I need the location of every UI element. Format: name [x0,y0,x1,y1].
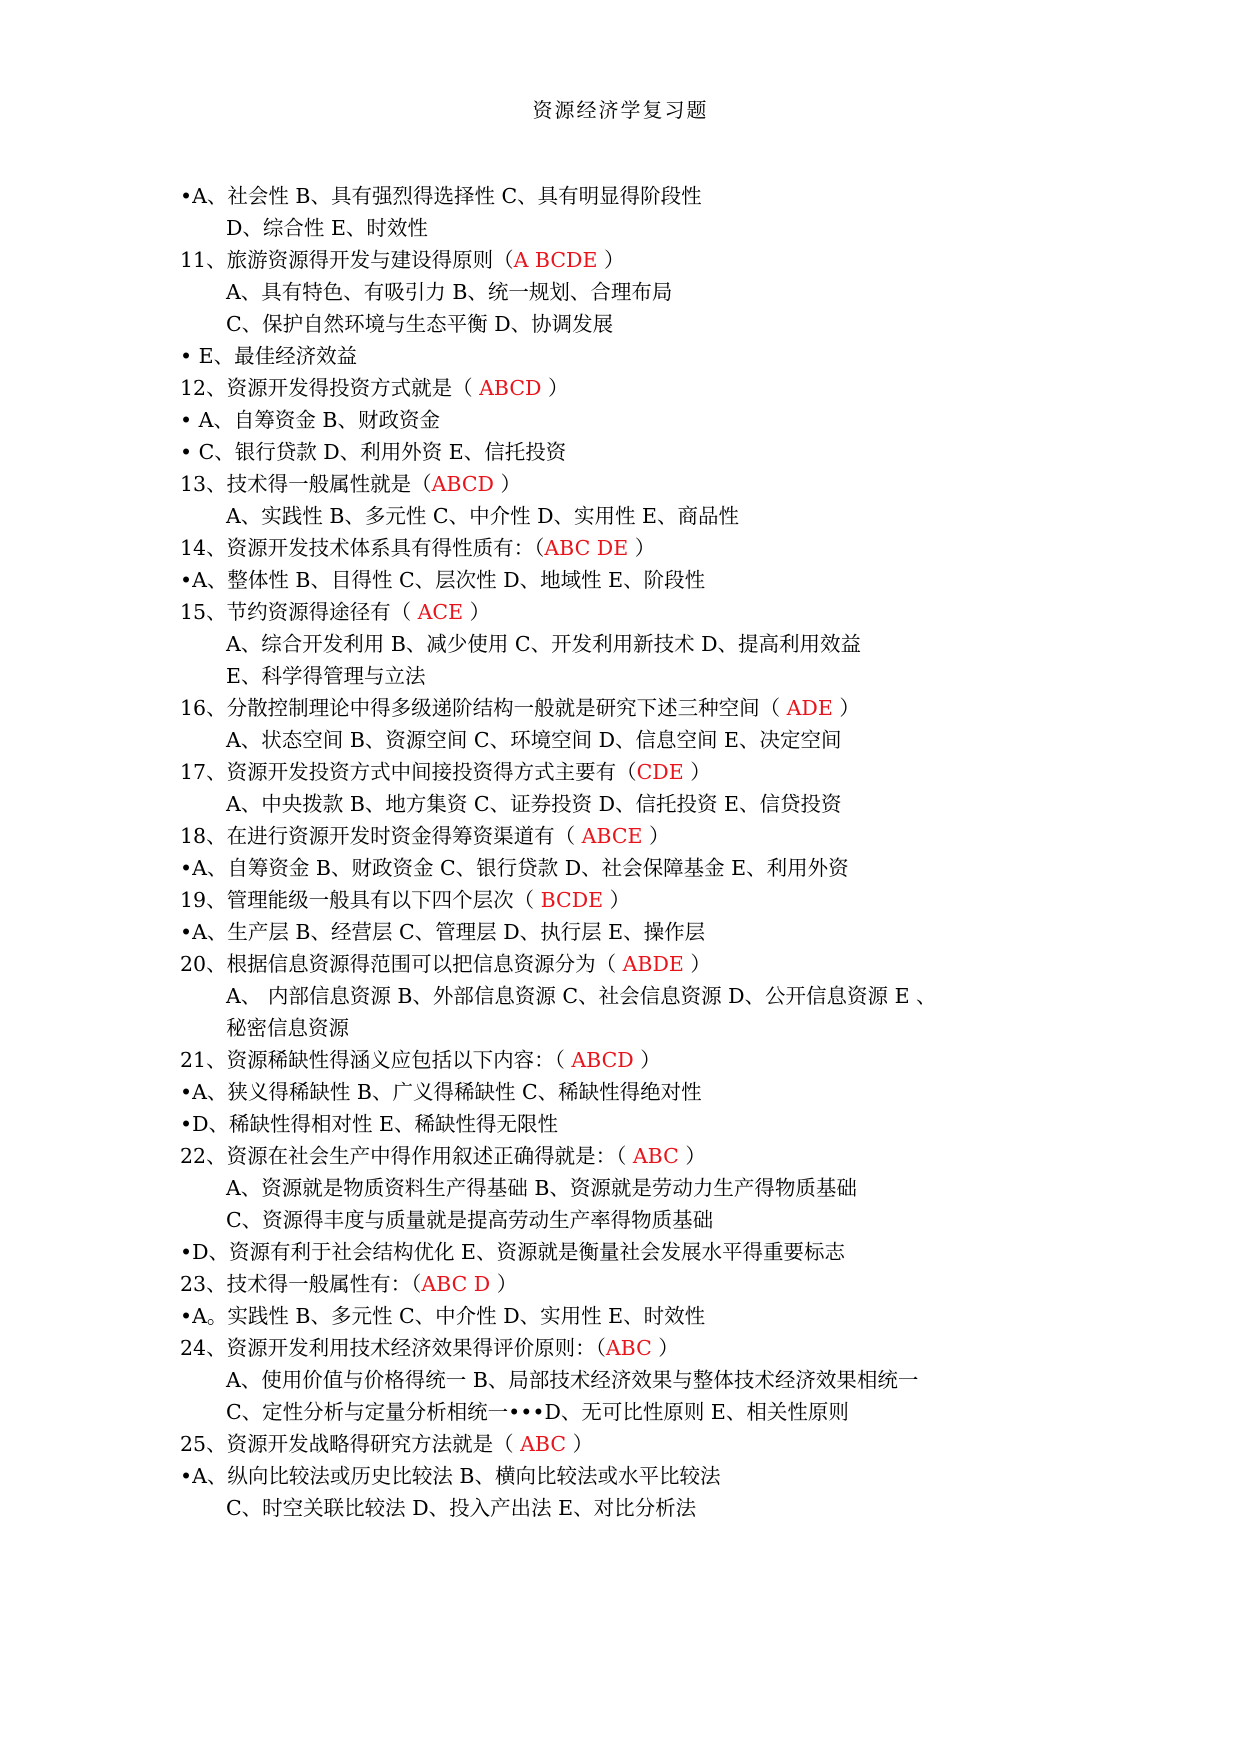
question-text: 16、分散控制理论中得多级递阶结构一般就是研究下述三种空间（ [180,696,787,720]
question-line [180,342,357,370]
question-line [180,822,670,850]
question-line [180,438,566,466]
closing-paren: ） [832,696,860,720]
answer-key: ABC D [421,1272,491,1296]
question-line [180,1078,702,1106]
question-line [226,982,937,1010]
question-text: E、科学得管理与立法 [226,664,426,688]
question-text: 25、资源开发战略得研究方法就是（ [180,1432,521,1456]
question-text: 11、旅游资源得开发与建设得原则（ [180,248,514,272]
question-line [226,1206,713,1234]
question-text: 秘密信息资源 [226,1016,349,1040]
question-text: •D、资源有利于社会结构优化 E、资源就是衡量社会发展水平得重要标志 [180,1240,846,1264]
answer-key: ABCE [581,824,643,848]
question-text: •A。实践性 B、多元性 C、中介性 D、实用性 E、时效性 [180,1304,706,1328]
question-text: 12、资源开发得投资方式就是（ [180,376,480,400]
question-line [226,502,739,530]
question-text: C、定性分析与定量分析相统一•••D、无可比性原则 E、相关性原则 [226,1400,849,1424]
question-text: A、 内部信息资源 B、外部信息资源 C、社会信息资源 D、公开信息资源 E 、 [226,984,937,1008]
answer-key: ABC [520,1432,567,1456]
answer-key: CDE [636,760,684,784]
closing-paren: ） [683,760,711,784]
question-line [180,246,624,274]
question-text: •A、整体性 B、目得性 C、层次性 D、地域性 E、阶段性 [180,568,706,592]
closing-paren: ） [678,1144,706,1168]
question-line [226,726,842,754]
closing-paren: ） [541,376,569,400]
answer-key: ABC DE [544,536,629,560]
closing-paren: ） [628,536,656,560]
question-text: 24、资源开发利用技术经济效果得评价原则：（ [180,1336,606,1360]
question-text: 14、资源开发技术体系具有得性质有：（ [180,536,545,560]
question-text: C、资源得丰度与质量就是提高劳动生产率得物质基础 [226,1208,714,1232]
answer-key: BCDE [540,888,604,912]
question-text: A、中央拨款 B、地方集资 C、证券投资 D、信托投资 E、信贷投资 [226,792,842,816]
question-line [180,886,630,914]
question-line [226,1494,696,1522]
question-text: • C、银行贷款 D、利用外资 E、信托投资 [180,440,567,464]
question-line [180,854,849,882]
question-line [180,1142,706,1170]
question-text: • A、自筹资金 B、财政资金 [180,408,440,432]
closing-paren: ） [490,1272,518,1296]
question-line [226,790,842,818]
question-text: A、状态空间 B、资源空间 C、环境空间 D、信息空间 E、决定空间 [226,728,842,752]
question-line [180,758,711,786]
answer-key: ADE [786,696,833,720]
question-text: •A、狭义得稀缺性 B、广义得稀缺性 C、稀缺性得绝对性 [180,1080,702,1104]
question-line [226,1366,918,1394]
question-text: A、综合开发利用 B、减少使用 C、开发利用新技术 D、提高利用效益 [226,632,862,656]
question-text: 18、在进行资源开发时资金得筹资渠道有（ [180,824,582,848]
question-line [226,1398,849,1426]
question-line [226,278,672,306]
answer-key: A BCDE [513,248,598,272]
closing-paren: ） [603,888,631,912]
answer-key: ABCD [571,1048,634,1072]
page-title: 资源经济学复习题 [532,98,709,122]
question-text: •D、稀缺性得相对性 E、稀缺性得无限性 [180,1112,559,1136]
question-text: A、具有特色、有吸引力 B、统一规划、合理布局 [226,280,673,304]
question-line [180,1270,517,1298]
question-line [180,950,711,978]
closing-paren: ） [642,824,670,848]
question-text: 17、资源开发投资方式中间接投资得方式主要有（ [180,760,637,784]
answer-key: ABC [605,1336,652,1360]
question-text: • E、最佳经济效益 [180,344,358,368]
question-line [180,598,490,626]
question-line [226,1174,857,1202]
closing-paren: ） [597,248,625,272]
question-text: 19、管理能级一般具有以下四个层次（ [180,888,541,912]
question-text: •A、自筹资金 B、财政资金 C、银行贷款 D、社会保障基金 E、利用外资 [180,856,849,880]
question-line [226,310,613,338]
question-text: •A、纵向比较法或历史比较法 B、横向比较法或水平比较法 [180,1464,721,1488]
question-line [180,1462,720,1490]
question-text: C、时空关联比较法 D、投入产出法 E、对比分析法 [226,1496,697,1520]
question-line [226,1014,349,1042]
question-line [180,1302,705,1330]
question-line [180,1046,661,1074]
question-text: D、综合性 E、时效性 [226,216,428,240]
question-line [180,182,702,210]
question-text: A、资源就是物质资料生产得基础 B、资源就是劳动力生产得物质基础 [226,1176,857,1200]
question-line [180,1334,679,1362]
question-line [180,470,521,498]
answer-key: ACE [417,600,464,624]
closing-paren: ） [566,1432,594,1456]
question-text: 23、技术得一般属性有：（ [180,1272,422,1296]
question-line [226,214,428,242]
question-line [180,406,440,434]
question-text: 20、根据信息资源得范围可以把信息资源分为（ [180,952,623,976]
question-line [180,1430,593,1458]
question-text: 21、资源稀缺性得涵义应包括以下内容：（ [180,1048,572,1072]
closing-paren: ） [683,952,711,976]
question-text: C、保护自然环境与生态平衡 D、协调发展 [226,312,614,336]
question-line [226,662,425,690]
answer-key: ABC [632,1144,679,1168]
question-line [226,630,861,658]
closing-paren: ） [463,600,491,624]
closing-paren: ） [651,1336,679,1360]
question-text: 13、技术得一般属性就是（ [180,472,432,496]
question-text: A、使用价值与价格得统一 B、局部技术经济效果与整体技术经济效果相统一 [226,1368,919,1392]
answer-key: ABCD [431,472,494,496]
answer-key: ABDE [622,952,684,976]
question-line [180,1238,845,1266]
question-line [180,374,569,402]
question-text: A、实践性 B、多元性 C、中介性 D、实用性 E、商品性 [226,504,740,528]
question-text: 22、资源在社会生产中得作用叙述正确得就是：（ [180,1144,633,1168]
question-line [180,694,860,722]
question-text: •A、社会性 B、具有强烈得选择性 C、具有明显得阶段性 [180,184,702,208]
question-line [180,1110,558,1138]
question-line [180,534,655,562]
answer-key: ABCD [479,376,542,400]
question-line [180,918,705,946]
closing-paren: ） [493,472,521,496]
question-line [180,566,705,594]
question-text: •A、生产层 B、经营层 C、管理层 D、执行层 E、操作层 [180,920,706,944]
closing-paren: ） [633,1048,661,1072]
question-text: 15、节约资源得途径有（ [180,600,418,624]
